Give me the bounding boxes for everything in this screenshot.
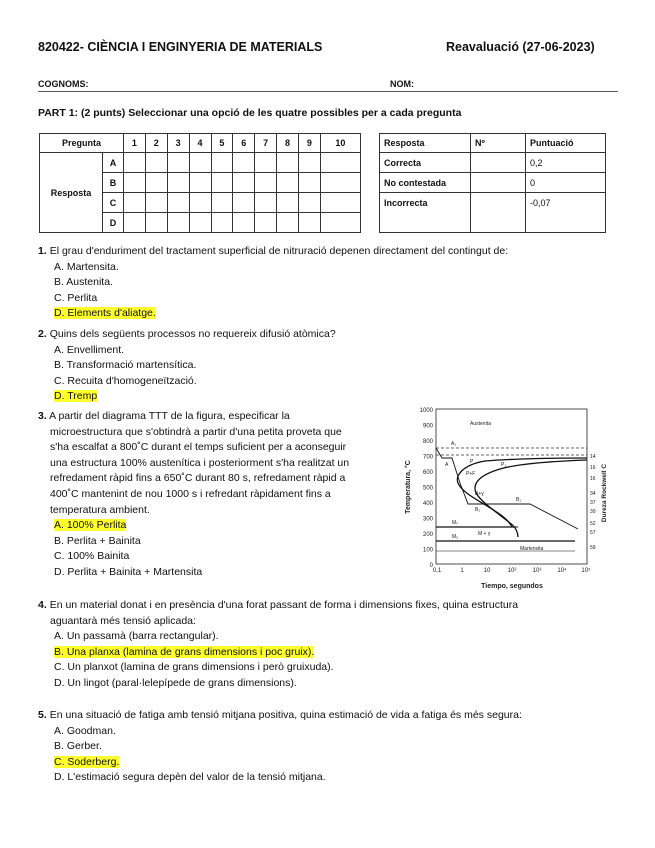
answer-cell[interactable]: [189, 153, 211, 173]
grid-row-label: Resposta: [40, 153, 103, 233]
right-tick: 16: [590, 476, 596, 482]
region-label: M₅: [452, 534, 459, 540]
option-d[interactable]: D. Un lingot (paral·lelepípede de grans dimensions).: [54, 676, 297, 689]
answer-cell[interactable]: [124, 173, 146, 193]
right-tick: 34: [590, 491, 596, 497]
header-divider: [38, 91, 618, 92]
answer-cell[interactable]: [211, 213, 233, 233]
option-d[interactable]: D. Perlita + Bainita + Martensita: [54, 565, 203, 578]
exam-date: Reavaluació (27-06-2023): [446, 40, 595, 54]
option-a[interactable]: A. Martensita.: [54, 260, 119, 273]
y-tick: 100: [422, 547, 433, 554]
answer-cell[interactable]: [211, 173, 233, 193]
answer-cell[interactable]: [299, 193, 321, 213]
right-axis-ticks: [590, 454, 596, 551]
answer-cell[interactable]: [299, 153, 321, 173]
answer-cell[interactable]: [233, 153, 255, 173]
y-tick: 400: [422, 501, 433, 507]
right-tick: 59: [590, 545, 596, 551]
region-label: A₁: [451, 441, 457, 447]
right-tick: 39: [590, 509, 596, 515]
option-b-highlighted[interactable]: B. Una planxa (lamina de grans dimensions i poc gruix).: [54, 645, 315, 658]
answer-cell[interactable]: [189, 173, 211, 193]
answer-cell[interactable]: [320, 153, 360, 173]
y-tick: 700: [422, 454, 433, 461]
question-stem-line: refredament ràpid fins a 650˚C durant 80 s, refredament ràpid a: [50, 472, 346, 485]
y-tick: 900: [422, 423, 433, 430]
grid-col-number: 6: [233, 134, 255, 153]
answer-cell[interactable]: [145, 153, 167, 173]
region-label: B₂: [475, 507, 481, 513]
answer-cell[interactable]: [255, 153, 277, 173]
region-label: Martensita: [520, 546, 544, 552]
answer-cell[interactable]: [145, 213, 167, 233]
answer-cell[interactable]: [233, 213, 255, 233]
right-tick: 57: [590, 530, 596, 536]
right-tick: 37: [590, 500, 596, 506]
course-title: 820422- CIÈNCIA I ENGINYERIA DE MATERIALS: [38, 40, 323, 54]
surname-label: COGNOMS:: [38, 79, 89, 89]
right-tick: 16: [590, 465, 596, 471]
region-label: B₁: [516, 497, 522, 503]
answer-cell[interactable]: [167, 193, 189, 213]
transformation-finish-curve: [475, 460, 587, 537]
grid-col-number: 9: [299, 134, 321, 153]
grid-option-label: C: [103, 193, 124, 213]
question-number: 4.: [38, 599, 47, 611]
right-tick: 52: [590, 521, 596, 527]
region-label: A: [445, 462, 449, 468]
y-tick: 1000: [419, 408, 433, 414]
option-d-highlighted[interactable]: D. Elements d'aliatge.: [54, 307, 156, 320]
scoring-count[interactable]: [471, 173, 526, 193]
option-c[interactable]: C. Recuita d'homogeneïtzació.: [54, 374, 197, 387]
answer-cell[interactable]: [124, 193, 146, 213]
x-tick: 1: [460, 568, 464, 574]
answer-cell[interactable]: [167, 213, 189, 233]
answer-cell[interactable]: [255, 173, 277, 193]
scoring-label: No contestada: [380, 173, 471, 193]
x-tick: 10⁵: [581, 568, 591, 574]
y-tick: 600: [422, 470, 433, 476]
answer-cell[interactable]: [124, 213, 146, 233]
grid-col-number: 10: [320, 134, 360, 153]
grid-col-number: 5: [211, 134, 233, 153]
y-tick: 500: [422, 485, 433, 492]
question-number: 5.: [38, 709, 47, 721]
scoring-label: Incorrecta: [380, 193, 471, 233]
question-stem-line: temperatura ambient.: [50, 503, 150, 516]
option-c[interactable]: C. 100% Bainita: [54, 550, 130, 563]
question-stem-line: microestructura que s'obtindrà a partir d'una petita proveta que: [50, 425, 342, 438]
name-label: NOM:: [390, 79, 414, 89]
scoring-table: [379, 133, 606, 233]
right-axis-label: Dureza Rockwell C: [601, 463, 608, 523]
answer-cell[interactable]: [124, 153, 146, 173]
option-c-highlighted[interactable]: C. Soderberg.: [54, 755, 120, 768]
x-tick: 10³: [532, 568, 542, 574]
answer-cell[interactable]: [299, 213, 321, 233]
y-tick: 300: [422, 516, 433, 523]
scoring-points: 0,2: [526, 153, 606, 173]
option-c[interactable]: C. Un planxot (lamina de grans dimensions i però gruixuda).: [54, 661, 334, 674]
option-b[interactable]: B. Transformació martensítica.: [54, 359, 197, 372]
answer-cell[interactable]: [233, 173, 255, 193]
answer-cell[interactable]: [167, 173, 189, 193]
scoring-header: Resposta: [380, 134, 471, 153]
grid-option-label: B: [103, 173, 124, 193]
region-label: P+F: [466, 471, 476, 477]
option-b[interactable]: B. Gerber.: [54, 740, 102, 753]
scoring-count[interactable]: [471, 193, 526, 233]
answer-grid: [39, 133, 361, 233]
question-stem: En una situació de fatiga amb tensió mitjana positiva, quina estimació de vida a fatiga és més segura:: [49, 709, 522, 721]
question-stem-line: En un material donat i en presència d'una forat passant de forma i dimensions fixes, quina estructura: [49, 599, 519, 611]
region-label: P₁: [501, 462, 507, 468]
option-a[interactable]: A. Un passamà (barra rectangular).: [54, 630, 219, 643]
scoring-header: Puntuació: [526, 134, 606, 153]
question-5: [38, 708, 618, 786]
grid-col-number: 8: [277, 134, 299, 153]
scoring-points: 0: [526, 173, 606, 193]
question-stem-line: aguantarà més tensió aplicada:: [50, 614, 196, 627]
answer-cell[interactable]: [233, 193, 255, 213]
answer-cell[interactable]: [277, 153, 299, 173]
region-label: M + γ: [478, 531, 491, 537]
question-3: [38, 409, 398, 581]
scoring-points: -0,07: [526, 193, 606, 233]
grid-col-number: 7: [255, 134, 277, 153]
question-number: 3.: [38, 410, 47, 422]
x-tick: 0,1: [432, 568, 442, 574]
x-tick: 10²: [507, 568, 517, 574]
answer-cell[interactable]: [277, 213, 299, 233]
option-d[interactable]: D. L'estimació segura depèn del valor de la tensió mitjana.: [54, 771, 326, 784]
region-label: Austenita: [470, 421, 491, 427]
answer-cell[interactable]: [189, 193, 211, 213]
answer-cell[interactable]: [320, 173, 360, 193]
right-tick: 14: [590, 454, 596, 460]
question-stem-line: s'ha escalfat a 800˚C durant el temps suficient per a aconseguir: [50, 441, 347, 454]
grid-col-number: 2: [145, 134, 167, 153]
option-b[interactable]: B. Austenita.: [54, 276, 113, 289]
option-c[interactable]: C. Perlita: [54, 291, 98, 304]
x-axis-label: Tiempo, segundos: [481, 583, 543, 590]
answer-cell[interactable]: [255, 193, 277, 213]
option-a-highlighted[interactable]: A. 100% Perlita: [54, 519, 127, 532]
part1-title: PART 1: (2 punts) Seleccionar una opció de les quatre possibles per a cada pregunta: [38, 107, 462, 119]
grid-option-label: D: [103, 213, 124, 233]
y-tick: 800: [422, 439, 433, 445]
y-axis-label: Temperatura, °C: [405, 460, 412, 514]
answer-cell[interactable]: [211, 153, 233, 173]
grid-header: Pregunta: [40, 134, 124, 153]
answer-cell[interactable]: [167, 153, 189, 173]
question-4: [38, 598, 618, 692]
question-number: 2.: [38, 328, 47, 340]
region-label: B+γ: [475, 491, 484, 497]
x-axis-ticks: [433, 567, 591, 574]
answer-cell[interactable]: [211, 193, 233, 213]
option-d-highlighted[interactable]: D. Tremp: [54, 390, 98, 403]
question-stem-line: 400˚C mantenint de nou 1000 s i refredant ràpidament fins a: [50, 487, 331, 500]
grid-option-label: A: [103, 153, 124, 173]
answer-cell[interactable]: [320, 193, 360, 213]
scoring-label: Correcta: [380, 153, 471, 173]
option-a[interactable]: A. Envelliment.: [54, 343, 125, 356]
option-a[interactable]: A. Goodman.: [54, 724, 116, 737]
option-b[interactable]: B. Perlita + Bainita: [54, 534, 141, 547]
question-number: 1.: [38, 245, 47, 257]
question-stem-line: A partir del diagrama TTT de la figura, especificar la: [49, 410, 290, 422]
question-stem: Quins dels següents processos no requereix difusió atòmica?: [49, 328, 336, 340]
question-1: [38, 244, 618, 322]
answer-cell[interactable]: [299, 173, 321, 193]
answer-cell[interactable]: [145, 193, 167, 213]
region-label: P: [470, 459, 474, 465]
answer-cell[interactable]: [277, 173, 299, 193]
grid-col-number: 4: [189, 134, 211, 153]
answer-cell[interactable]: [255, 213, 277, 233]
x-tick: 10⁴: [557, 568, 567, 574]
x-tick: 10: [483, 568, 491, 574]
y-tick: 200: [422, 532, 433, 538]
grid-col-number: 3: [167, 134, 189, 153]
question-2: [38, 327, 618, 405]
y-tick: 0: [429, 563, 433, 569]
question-stem-line: una estructura 100% austenítica i posteriorment s'ha realitzat un: [50, 456, 350, 469]
grid-col-number: 1: [124, 134, 146, 153]
ttt-diagram: [400, 403, 610, 593]
answer-cell[interactable]: [277, 193, 299, 213]
answer-cell[interactable]: [320, 213, 360, 233]
question-stem: El grau d'enduriment del tractament superficial de nitruració depenen directament del contingut de:: [49, 245, 509, 257]
region-label: Mₛ: [452, 520, 459, 526]
scoring-count[interactable]: [471, 153, 526, 173]
scoring-header: Nº: [471, 134, 526, 153]
y-axis-ticks: [420, 408, 434, 569]
answer-cell[interactable]: [189, 213, 211, 233]
answer-cell[interactable]: [145, 173, 167, 193]
